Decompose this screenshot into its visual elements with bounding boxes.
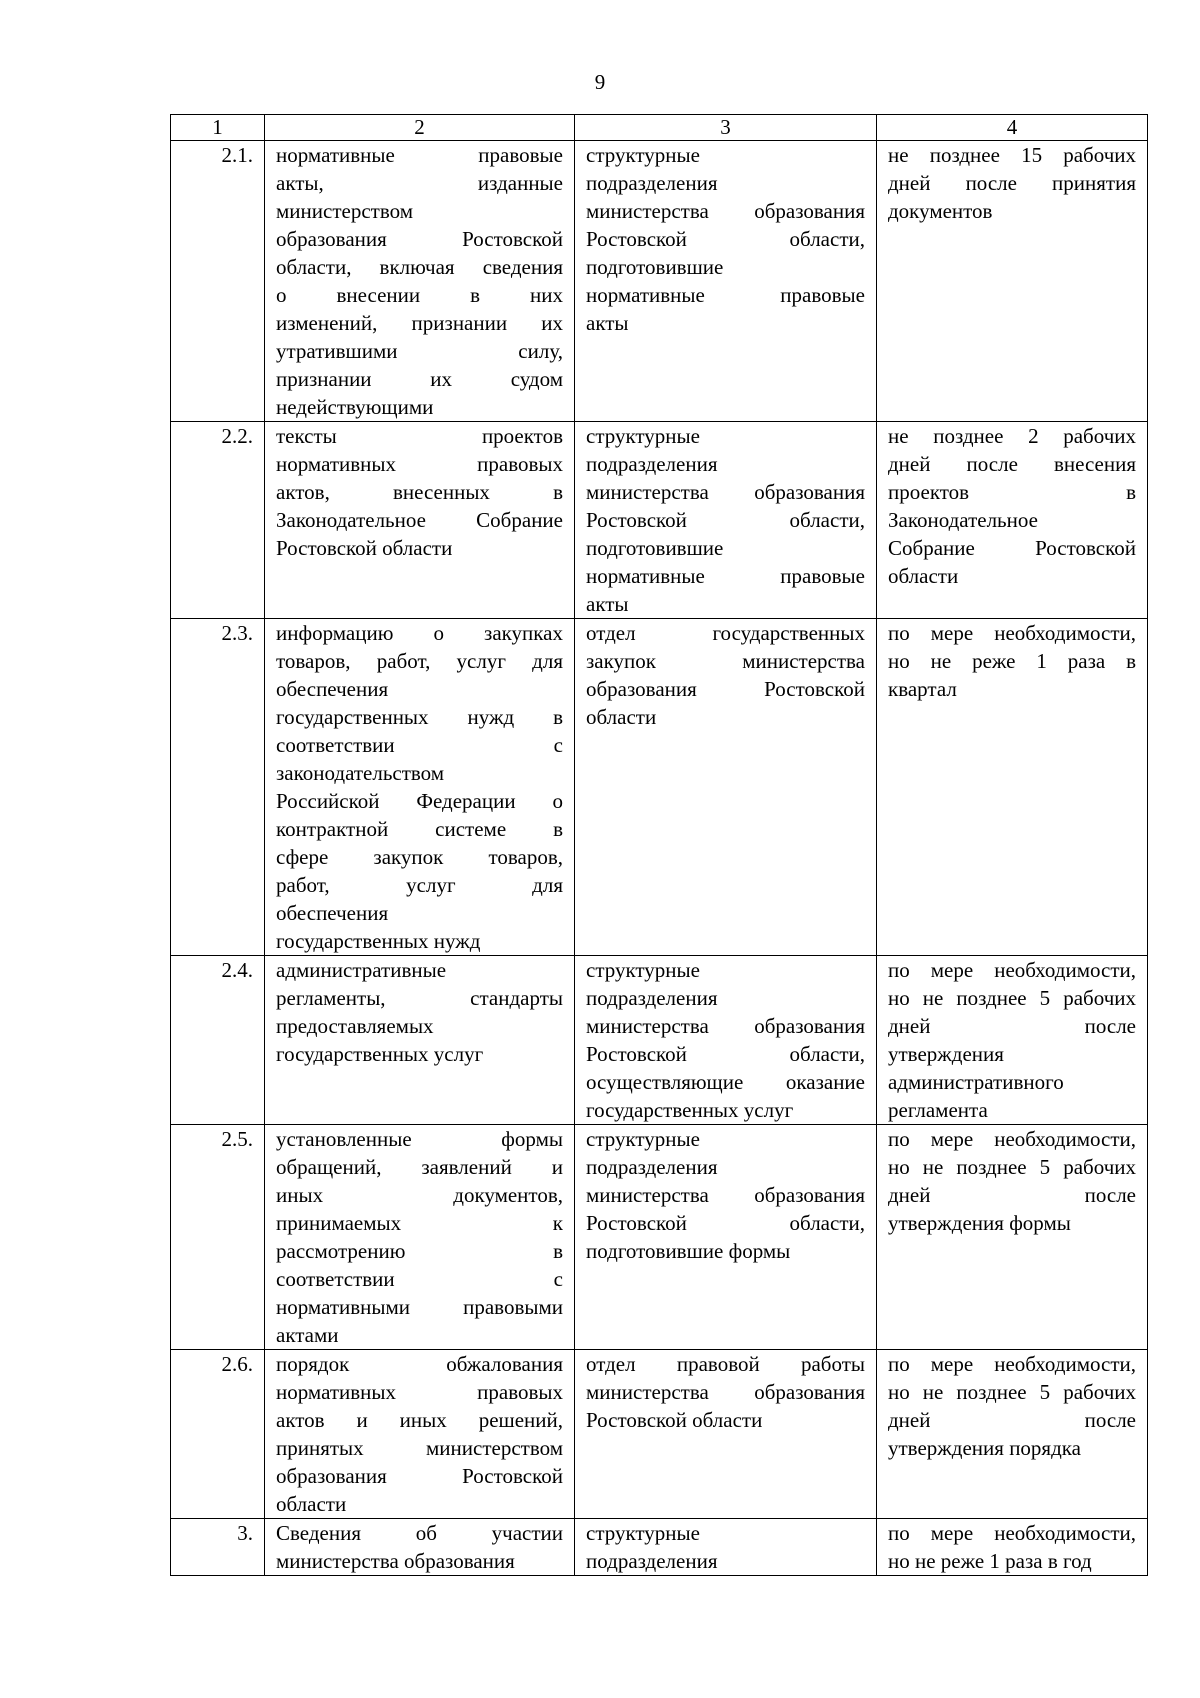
- cell-line: государственных нужд в: [276, 705, 563, 729]
- cell-line: административные: [276, 958, 447, 982]
- header-col-3: 3: [575, 115, 877, 141]
- cell-line: Ростовской области: [586, 1408, 763, 1432]
- cell-line: актов и иных решений,: [276, 1408, 563, 1432]
- cell-line: нормативные правовые: [586, 283, 865, 307]
- cell-line: дней после: [888, 1183, 1136, 1207]
- cell-line: признании их судом: [276, 367, 563, 391]
- cell-line: министерства образования: [586, 1380, 865, 1404]
- row-number: 2.4.: [171, 956, 265, 1125]
- table-row: [171, 1125, 1148, 1350]
- cell-line: отдел государственных: [586, 621, 865, 645]
- cell-line: структурные: [586, 1521, 700, 1545]
- cell-line: Ростовской области,: [586, 1211, 865, 1235]
- cell-line: порядок обжалования: [276, 1352, 563, 1376]
- cell-line: нормативные правовые: [276, 143, 563, 167]
- responsible-unit-cell: [575, 1519, 877, 1576]
- cell-line: Ростовской области: [276, 536, 453, 560]
- table-row: [171, 956, 1148, 1125]
- cell-line: но не позднее 5 рабочих: [888, 1155, 1136, 1179]
- cell-line: о внесении в них: [276, 283, 563, 307]
- cell-line: образования Ростовской: [586, 677, 865, 701]
- cell-line: государственных нужд: [276, 929, 481, 953]
- cell-line: подразделения: [586, 1549, 718, 1573]
- cell-line: Законодательное: [888, 508, 1038, 532]
- info-category-cell: [265, 1350, 575, 1519]
- info-category-cell: [265, 956, 575, 1125]
- responsible-unit-cell: [575, 1350, 877, 1519]
- cell-line: области: [586, 705, 657, 729]
- cell-line: утратившими силу,: [276, 339, 563, 363]
- table-row: [171, 1519, 1148, 1576]
- cell-line: но не реже 1 раза в год: [888, 1549, 1092, 1573]
- cell-line: утверждения: [888, 1042, 1004, 1066]
- cell-line: отдел правовой работы: [586, 1352, 865, 1376]
- row-number: 2.1.: [171, 141, 265, 422]
- cell-line: подразделения: [586, 171, 718, 195]
- cell-line: образования Ростовской: [276, 1464, 563, 1488]
- deadline-cell: [877, 1519, 1148, 1576]
- cell-line: акты: [586, 311, 629, 335]
- cell-line: административного: [888, 1070, 1064, 1094]
- cell-line: министерства образования: [586, 1183, 865, 1207]
- cell-line: нормативными правовыми: [276, 1295, 563, 1319]
- cell-line: недействующими: [276, 395, 434, 419]
- cell-line: министерства образования: [586, 199, 865, 223]
- info-category-cell: [265, 1519, 575, 1576]
- cell-line: нормативных правовых: [276, 1380, 563, 1404]
- cell-line: предоставляемых: [276, 1014, 434, 1038]
- cell-line: но не позднее 5 рабочих: [888, 986, 1136, 1010]
- row-number: 3.: [171, 1519, 265, 1576]
- cell-line: по мере необходимости,: [888, 621, 1136, 645]
- cell-line: контрактной системе в: [276, 817, 563, 841]
- info-category-cell: [265, 422, 575, 619]
- cell-line: но не реже 1 раза в: [888, 649, 1136, 673]
- cell-line: государственных услуг: [586, 1098, 794, 1122]
- responsible-unit-cell: [575, 1125, 877, 1350]
- cell-line: обеспечения: [276, 677, 389, 701]
- responsible-unit-cell: [575, 141, 877, 422]
- cell-line: Российской Федерации о: [276, 789, 563, 813]
- cell-line: министерства образования: [586, 480, 865, 504]
- cell-line: но не позднее 5 рабочих: [888, 1380, 1136, 1404]
- table-row: [171, 141, 1148, 422]
- cell-line: актами: [276, 1323, 339, 1347]
- table-row: [171, 1350, 1148, 1519]
- cell-line: структурные: [586, 143, 700, 167]
- cell-line: рассмотрению в: [276, 1239, 563, 1263]
- cell-line: изменений, признании их: [276, 311, 563, 335]
- cell-line: по мере необходимости,: [888, 1127, 1136, 1151]
- deadline-cell: [877, 422, 1148, 619]
- cell-line: подразделения: [586, 986, 718, 1010]
- cell-line: актов, внесенных в: [276, 480, 563, 504]
- cell-line: Собрание Ростовской: [888, 536, 1136, 560]
- cell-line: министерством: [276, 199, 413, 223]
- cell-line: квартал: [888, 677, 957, 701]
- cell-line: акты, изданные: [276, 171, 563, 195]
- deadline-cell: [877, 956, 1148, 1125]
- cell-line: информацию о закупках: [276, 621, 563, 645]
- info-category-cell: [265, 1125, 575, 1350]
- cell-line: области: [888, 564, 959, 588]
- table-header-row: [171, 115, 1148, 141]
- cell-line: Законодательное Собрание: [276, 508, 563, 532]
- row-number: 2.3.: [171, 619, 265, 956]
- table-row: [171, 422, 1148, 619]
- cell-line: тексты проектов: [276, 424, 563, 448]
- cell-line: принятых министерством: [276, 1436, 563, 1460]
- cell-line: принимаемых к: [276, 1211, 563, 1235]
- cell-line: подразделения: [586, 1155, 718, 1179]
- cell-line: подготовившие: [586, 536, 724, 560]
- cell-line: соответствии с: [276, 733, 563, 757]
- cell-line: соответствии с: [276, 1267, 563, 1291]
- header-col-2: 2: [265, 115, 575, 141]
- cell-line: товаров, работ, услуг для: [276, 649, 563, 673]
- deadline-cell: [877, 619, 1148, 956]
- cell-line: работ, услуг для: [276, 873, 563, 897]
- row-number: 2.5.: [171, 1125, 265, 1350]
- cell-line: Ростовской области,: [586, 1042, 865, 1066]
- cell-line: иных документов,: [276, 1183, 563, 1207]
- cell-line: структурные: [586, 424, 700, 448]
- cell-line: дней после: [888, 1014, 1136, 1038]
- cell-line: государственных услуг: [276, 1042, 484, 1066]
- deadline-cell: [877, 1125, 1148, 1350]
- cell-line: регламенты, стандарты: [276, 986, 563, 1010]
- cell-line: регламента: [888, 1098, 988, 1122]
- cell-line: установленные формы: [276, 1127, 563, 1151]
- header-col-4: 4: [877, 115, 1148, 141]
- cell-line: акты: [586, 592, 629, 616]
- cell-line: обращений, заявлений и: [276, 1155, 563, 1179]
- cell-line: дней после принятия: [888, 171, 1136, 195]
- cell-line: нормативные правовые: [586, 564, 865, 588]
- cell-line: подразделения: [586, 452, 718, 476]
- cell-line: нормативных правовых: [276, 452, 563, 476]
- row-number: 2.6.: [171, 1350, 265, 1519]
- cell-line: дней после внесения: [888, 452, 1136, 476]
- responsible-unit-cell: [575, 956, 877, 1125]
- responsible-unit-cell: [575, 619, 877, 956]
- page-number: 9: [594, 70, 606, 94]
- responsible-unit-cell: [575, 422, 877, 619]
- table-row: [171, 619, 1148, 956]
- cell-line: Ростовской области,: [586, 227, 865, 251]
- document-table: [170, 114, 1148, 1576]
- cell-line: Ростовской области,: [586, 508, 865, 532]
- cell-line: по мере необходимости,: [888, 958, 1136, 982]
- row-number: 2.2.: [171, 422, 265, 619]
- cell-line: министерства образования: [586, 1014, 865, 1038]
- deadline-cell: [877, 141, 1148, 422]
- cell-line: подготовившие формы: [586, 1239, 791, 1263]
- cell-line: не позднее 2 рабочих: [888, 424, 1136, 448]
- cell-line: по мере необходимости,: [888, 1352, 1136, 1376]
- deadline-cell: [877, 1350, 1148, 1519]
- info-category-cell: [265, 141, 575, 422]
- cell-line: обеспечения: [276, 901, 389, 925]
- cell-line: министерства образования: [276, 1549, 515, 1573]
- cell-line: по мере необходимости,: [888, 1521, 1136, 1545]
- cell-line: Сведения об участии: [276, 1521, 563, 1545]
- cell-line: дней после: [888, 1408, 1136, 1432]
- cell-line: документов: [888, 199, 993, 223]
- cell-line: структурные: [586, 1127, 700, 1151]
- cell-line: закупок министерства: [586, 649, 865, 673]
- cell-line: подготовившие: [586, 255, 724, 279]
- cell-line: утверждения формы: [888, 1211, 1071, 1235]
- cell-line: образования Ростовской: [276, 227, 563, 251]
- info-category-cell: [265, 619, 575, 956]
- header-col-1: 1: [171, 115, 265, 141]
- cell-line: осуществляющие оказание: [586, 1070, 865, 1094]
- cell-line: утверждения порядка: [888, 1436, 1081, 1460]
- cell-line: области: [276, 1492, 347, 1516]
- cell-line: не позднее 15 рабочих: [888, 143, 1136, 167]
- cell-line: структурные: [586, 958, 700, 982]
- cell-line: области, включая сведения: [276, 255, 563, 279]
- cell-line: законодательством: [276, 761, 445, 785]
- cell-line: сфере закупок товаров,: [276, 845, 563, 869]
- cell-line: проектов в: [888, 480, 1136, 504]
- table-body: [171, 141, 1148, 1576]
